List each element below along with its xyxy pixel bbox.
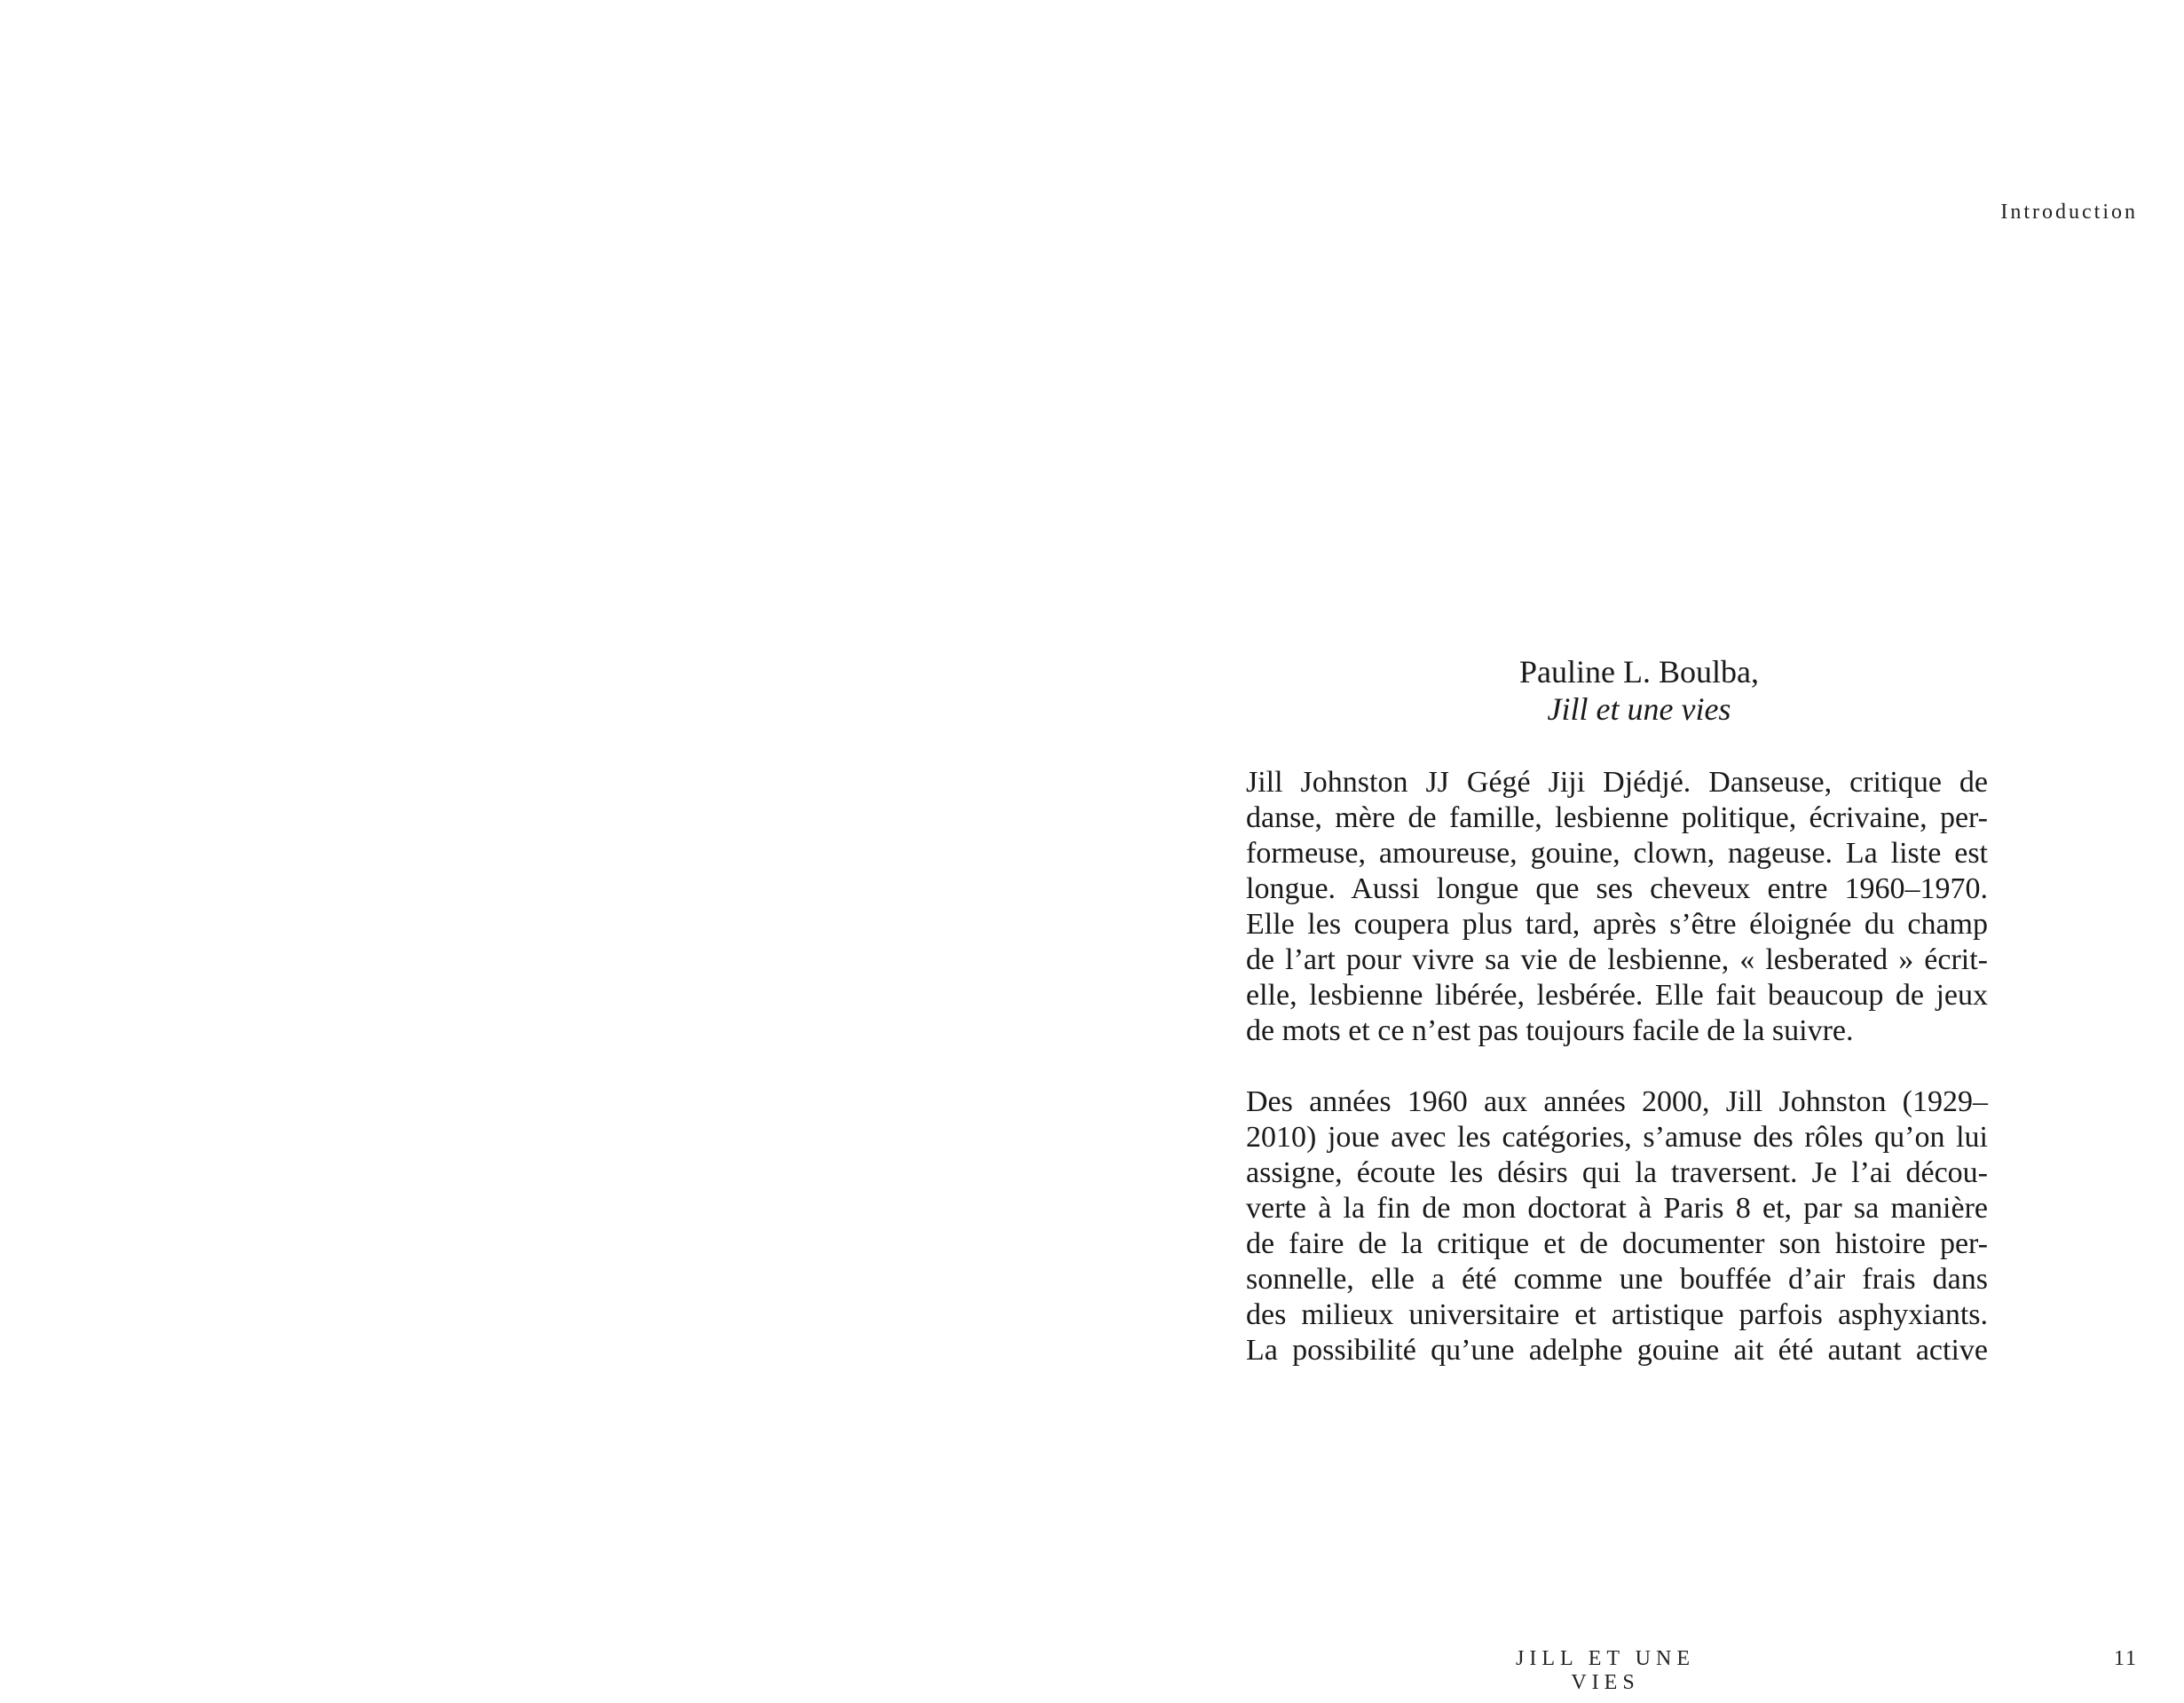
paragraph-2 bbox=[1246, 1084, 1988, 1368]
text-line: formeuse, amoureuse, gouine, clown, nageuse. La liste est bbox=[1246, 837, 1988, 870]
text-line: sonnelle, elle a été comme une bouffée d’air frais dans bbox=[1246, 1263, 1988, 1296]
text-line: Elle les coupera plus tard, après s’être éloignée du champ bbox=[1246, 908, 1988, 941]
text-line: La possibilité qu’une adelphe gouine ait été autant active bbox=[1246, 1334, 1988, 1367]
text-line: de faire de la critique et de documenter son histoire per- bbox=[1246, 1227, 1988, 1260]
text-line: Jill Johnston JJ Gégé Jiji Djédjé. Danseuse, critique de bbox=[1246, 766, 1988, 799]
byline bbox=[1246, 653, 1988, 728]
paragraph-1 bbox=[1246, 765, 1988, 1049]
text-line: longue. Aussi longue que ses cheveux entre 1960–1970. bbox=[1246, 872, 1988, 905]
text-line: des milieux universitaire et artistique parfois asphyxiants. bbox=[1246, 1298, 1988, 1331]
text-line: Des années 1960 aux années 2000, Jill Johnston (1929– bbox=[1246, 1085, 1988, 1118]
text-line: de l’art pour vivre sa vie de lesbienne, « lesberated » écrit- bbox=[1246, 943, 1988, 976]
page-number: 11 bbox=[2113, 1647, 2138, 1670]
author-name: Pauline L. Boulba, bbox=[1519, 654, 1759, 690]
text-line: assigne, écoute les désirs qui la traversent. Je l’ai décou- bbox=[1246, 1156, 1988, 1189]
text-line: danse, mère de famille, lesbienne politique, écrivaine, per- bbox=[1246, 801, 1988, 834]
text-line: elle, lesbienne libérée, lesbérée. Elle fait beaucoup de jeux bbox=[1246, 979, 1988, 1012]
footer-book-title: JILL ET UNE VIES bbox=[1516, 1647, 1695, 1694]
paragraph-gap bbox=[1246, 1049, 1988, 1084]
work-title: Jill et une vies bbox=[1547, 691, 1731, 727]
text-line: 2010) joue avec les catégories, s’amuse des rôles qu’on lui bbox=[1246, 1121, 1988, 1154]
article bbox=[1246, 653, 1988, 1368]
text-line: de mots et ce n’est pas toujours facile de la suivre. bbox=[1246, 1014, 1854, 1047]
running-head: Introduction bbox=[2000, 201, 2138, 224]
text-line: verte à la fin de mon doctorat à Paris 8 et, par sa manière bbox=[1246, 1192, 1988, 1225]
